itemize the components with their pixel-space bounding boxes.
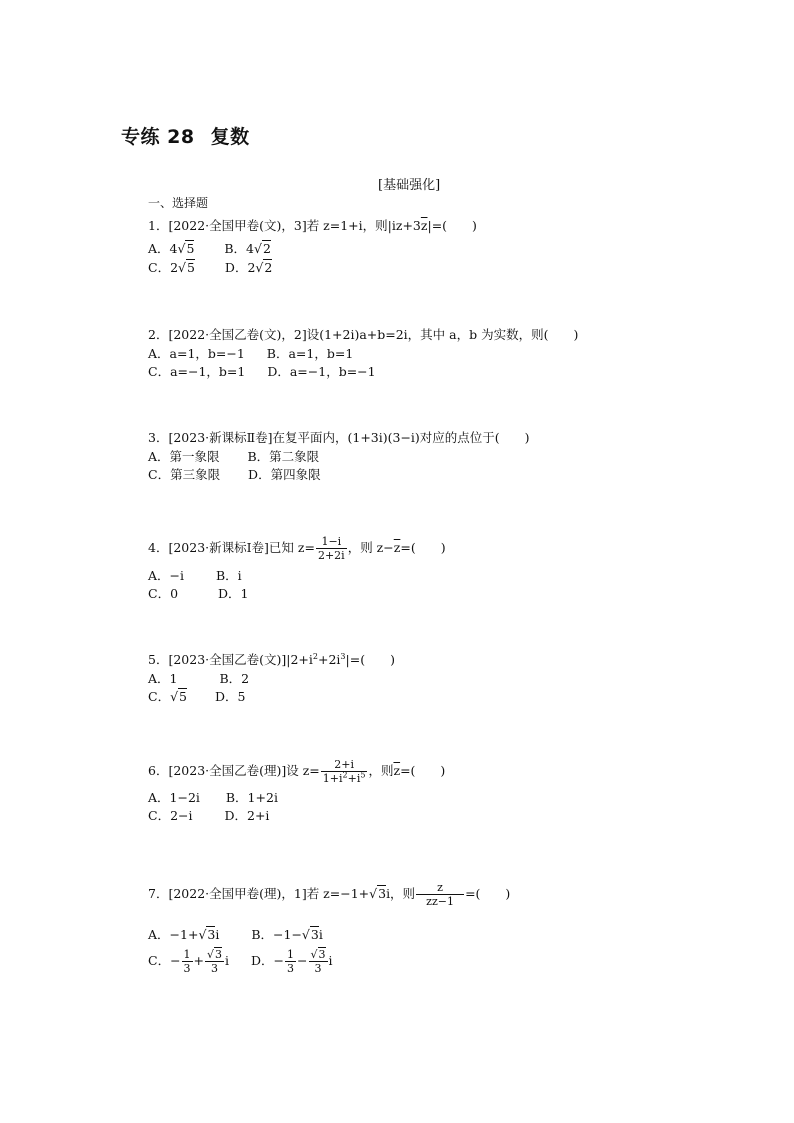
- q2-option-c[interactable]: C．a=−1，b=1: [148, 364, 246, 379]
- q7-option-d[interactable]: D．− $\frac{1}{3}$ − $\frac{√3}{3}$ i: [251, 948, 333, 975]
- title-name: 复数: [210, 126, 250, 148]
- q4-fraction: $\frac{1-i}{2+2i}$: [317, 535, 345, 562]
- q3-option-b[interactable]: B．第二象限: [247, 449, 320, 464]
- question-5-stem: 5．[2023·全国乙卷(文)]$|2+i^2+2i^3|=$( ): [148, 651, 395, 667]
- q6-option-d[interactable]: D．2+i: [224, 808, 270, 823]
- q1-option-b[interactable]: B．4√2: [224, 241, 271, 256]
- question-3-options-row1: [148, 449, 319, 465]
- q1-option-c[interactable]: C．2√5: [148, 260, 195, 275]
- q1-option-a[interactable]: A．4√5: [148, 241, 195, 256]
- q7-option-c[interactable]: C．− $\frac{1}{3}$ + $\frac{√3}{3}$ i: [148, 948, 230, 975]
- question-1-stem: 1．[2022·全国甲卷(文)，3]若 z=1+i，则$|iz+3\overline{z}|=$( ): [148, 218, 477, 233]
- q7-option-b[interactable]: B．−1−√3i: [251, 927, 323, 942]
- question-6-options-row1: [148, 790, 278, 806]
- q4-option-c[interactable]: C．0: [148, 586, 179, 601]
- question-6-stem: 6．[2023·全国乙卷(理)]设 z= $\frac{2+i}{1+i^2+i^5}$ ，则$\overline{z}=$( ): [148, 758, 446, 785]
- q2-option-a[interactable]: A．a=1，b=−1: [148, 346, 245, 361]
- question-5-options-row1: [148, 671, 249, 687]
- q2-option-d[interactable]: D．a=−1，b=−1: [267, 364, 376, 379]
- q3-option-d[interactable]: D．第四象限: [248, 467, 321, 482]
- part-heading: 一、选择题: [148, 196, 209, 210]
- q1-option-d[interactable]: D．2√2: [224, 260, 273, 275]
- q4-option-a[interactable]: A．−i: [148, 568, 184, 583]
- question-5-options-row2: [148, 689, 245, 705]
- q4-option-d[interactable]: D．1: [218, 586, 249, 601]
- q5-option-c[interactable]: C．√5: [148, 689, 187, 704]
- question-7-options-row1: [148, 927, 323, 943]
- q3-option-c[interactable]: C．第三象限: [148, 467, 221, 482]
- q7-option-a[interactable]: A．−1+√3i: [148, 927, 220, 942]
- page-title: [121, 122, 250, 149]
- question-7-options-row2: [148, 944, 333, 978]
- q2-option-b[interactable]: B．a=1，b=1: [266, 346, 354, 361]
- question-7-stem: 7．[2022·全国甲卷(理)，1]若 z=−1+√3i，则 $\frac{z}{z\overline{z}-1}$ =( ): [148, 881, 511, 908]
- question-4-options-row1: [148, 568, 242, 584]
- question-2-options-row2: [148, 364, 376, 380]
- question-2-options-row1: [148, 346, 353, 362]
- q3-option-a[interactable]: A．第一象限: [148, 449, 220, 464]
- q4-option-b[interactable]: B．i: [215, 568, 242, 583]
- question-6-options-row2: [148, 808, 269, 824]
- question-2-stem: 2．[2022·全国乙卷(文)，2]设(1+2i)a+b=2i，其中 a，b 为实数，则( ): [148, 327, 579, 342]
- q7-fraction: $\frac{z}{z\overline{z}-1}$: [416, 881, 464, 908]
- q5-option-d[interactable]: D．5: [214, 689, 246, 704]
- section-heading: [基础强化]: [378, 178, 441, 193]
- q6-option-b[interactable]: B．1+2i: [225, 790, 278, 805]
- q5-option-b[interactable]: B．2: [219, 671, 250, 686]
- question-1-options-row1: [148, 241, 271, 257]
- q5-option-a[interactable]: A．1: [148, 671, 178, 686]
- question-3-stem: 3．[2023·新课标Ⅱ卷]在复平面内，(1+3i)(3−i)对应的点位于( ): [148, 430, 530, 445]
- question-1-options-row2: [148, 260, 272, 276]
- title-number: 专练 28: [121, 126, 195, 148]
- q6-option-c[interactable]: C．2−i: [148, 808, 193, 823]
- question-3-options-row2: [148, 467, 321, 483]
- q6-fraction: $\frac{2+i}{1+i^2+i^5}$: [322, 758, 366, 785]
- question-4-stem: 4．[2023·新课标Ⅰ卷]已知 z= $\frac{1-i}{2+2i}$ ，则 $z-\overline{z}=$( ): [148, 535, 446, 562]
- q6-option-a[interactable]: A．1−2i: [148, 790, 200, 805]
- question-4-options-row2: [148, 586, 248, 602]
